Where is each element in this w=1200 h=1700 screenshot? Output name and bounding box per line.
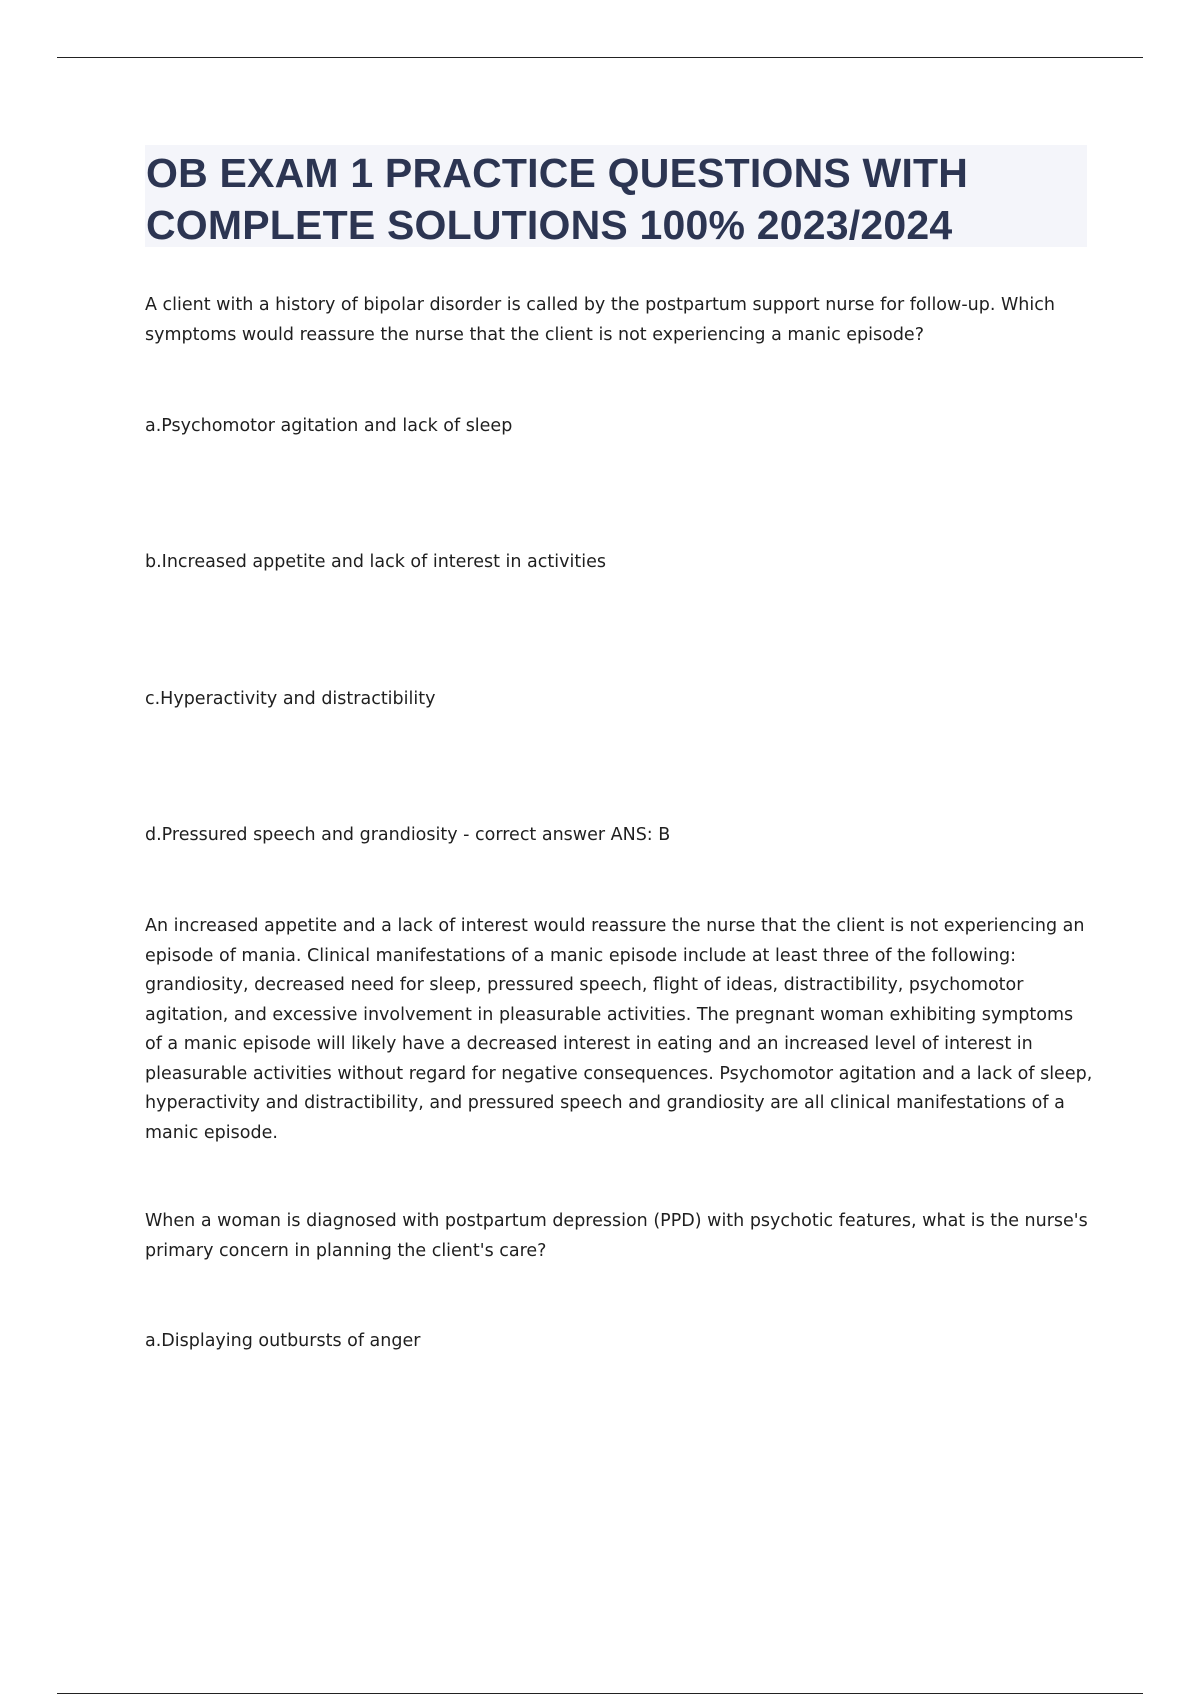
bottom-divider bbox=[57, 1693, 1143, 1694]
question-1-option-d: d.Pressured speech and grandiosity - correct answer ANS: B bbox=[145, 825, 671, 845]
question-1-rationale: An increased appetite and a lack of interest would reassure the nurse that the client is not experiencing an episode of mania. Clinical manifestations of a manic episode include at least three of the following: grandiosity, decreased need for sleep, pressured speech, flight of ideas, distractibility, psychomotor agitation, and excessive involvement in pleasurable activities. The pregnant woman exhibiting symptoms of a manic episode will likely have a decreased interest in eating and an increased level of interest in pleasurable activities without regard for negative consequences. Psychomotor agitation and a lack of sleep, hyperactivity and distractibility, and pressured speech and grandiosity are all clinical manifestations of a manic episode. bbox=[145, 916, 1093, 1143]
question-1-option-b: b.Increased appetite and lack of interest in activities bbox=[145, 552, 606, 572]
top-divider bbox=[57, 57, 1143, 58]
question-2-stem: When a woman is diagnosed with postpartum depression (PPD) with psychotic features, what is the nurse's primary concern in planning the client's care? bbox=[145, 1211, 1088, 1261]
document-title: OB EXAM 1 PRACTICE QUESTIONS WITH COMPLETE SOLUTIONS 100% 2023/2024 bbox=[146, 150, 969, 248]
question-2-option-a: a.Displaying outbursts of anger bbox=[145, 1331, 421, 1351]
question-1-option-c: c.Hyperactivity and distractibility bbox=[145, 689, 436, 709]
question-1-stem: A client with a history of bipolar disorder is called by the postpartum support nurse for follow-up. Which symptoms would reassure the nurse that the client is not experiencing a manic episode? bbox=[145, 295, 1055, 345]
question-1-option-a: a.Psychomotor agitation and lack of sleep bbox=[145, 416, 513, 436]
